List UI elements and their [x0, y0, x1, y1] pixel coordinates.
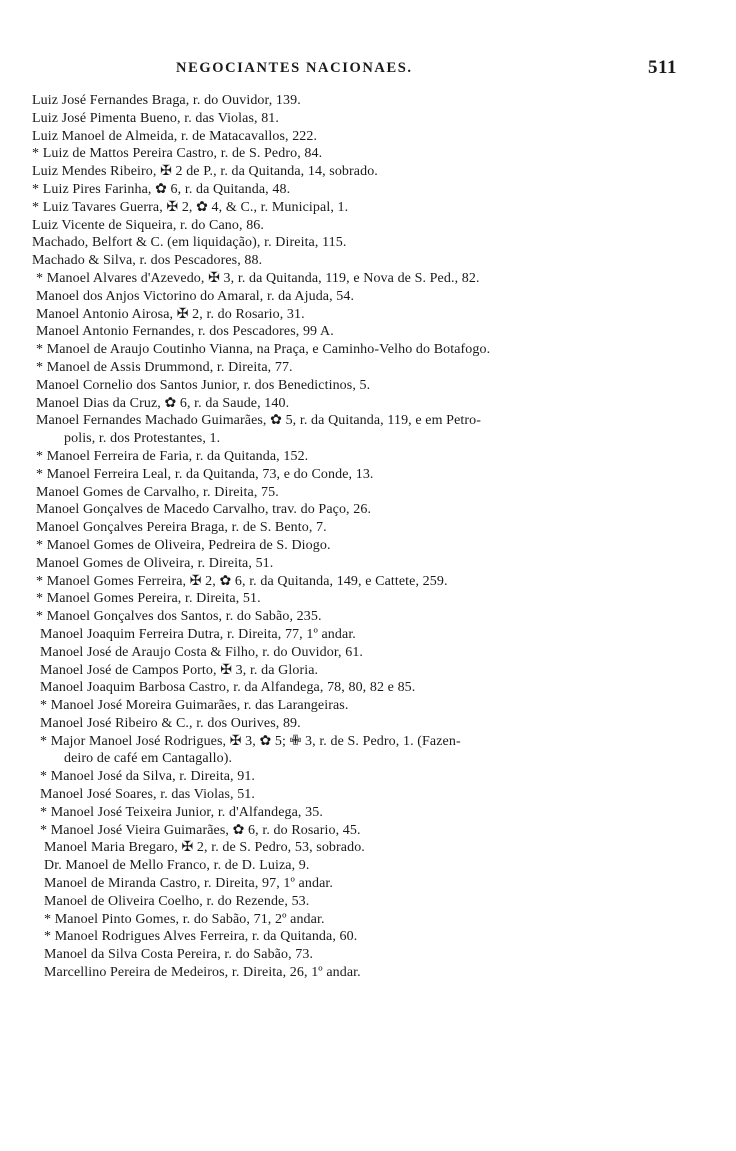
list-item: Manoel José de Campos Porto, ✠ 3, r. da Gloria. [40, 662, 319, 678]
list-item: Luiz Mendes Ribeiro, ✠ 2 de P., r. da Quitanda, 14, sobrado. [32, 164, 378, 180]
list-item: Dr. Manoel de Mello Franco, r. de D. Luiza, 9. [44, 858, 310, 874]
list-item: * Manoel Gomes Ferreira, ✠ 2, ✿ 6, r. da Quitanda, 149, e Cattete, 259. [36, 573, 448, 589]
list-item: Manoel da Silva Costa Pereira, r. do Sabão, 73. [44, 947, 314, 963]
list-item: Manoel de Oliveira Coelho, r. do Rezende, 53. [44, 893, 310, 909]
page-number: 511 [648, 57, 677, 78]
directory-list [32, 92, 692, 982]
list-item: Machado & Silva, r. dos Pescadores, 88. [32, 253, 263, 269]
list-item: Manoel Gonçalves Pereira Braga, r. de S. Bento, 7. [36, 520, 327, 536]
list-item: * Manoel José Vieira Guimarães, ✿ 6, r. do Rosario, 45. [40, 822, 361, 838]
list-item: * Manoel José da Silva, r. Direita, 91. [40, 769, 256, 785]
list-item: Manoel Fernandes Machado Guimarães, ✿ 5, r. da Quitanda, 119, e em Petro- [36, 413, 481, 429]
list-item: * Manoel Gonçalves dos Santos, r. do Sabão, 235. [36, 609, 322, 625]
page-title: NEGOCIANTES NACIONAES. [176, 60, 413, 76]
list-item: * Manoel Rodrigues Alves Ferreira, r. da Quitanda, 60. [44, 929, 358, 945]
list-item: * Luiz de Mattos Pereira Castro, r. de S. Pedro, 84. [32, 146, 323, 162]
list-item: Luiz José Pimenta Bueno, r. das Violas, 81. [32, 110, 280, 126]
list-item: Manoel Antonio Airosa, ✠ 2, r. do Rosario, 31. [36, 306, 305, 322]
list-item: * Manoel Gomes de Oliveira, Pedreira de S. Diogo. [36, 537, 331, 553]
list-item: * Manoel Pinto Gomes, r. do Sabão, 71, 2º andar. [44, 911, 325, 927]
list-item: Manoel José de Araujo Costa & Filho, r. do Ouvidor, 61. [40, 644, 364, 660]
list-item: Luiz Vicente de Siqueira, r. do Cano, 86. [32, 217, 265, 233]
list-item: Manoel Cornelio dos Santos Junior, r. dos Benedictinos, 5. [36, 377, 371, 393]
list-item: * Manoel Gomes Pereira, r. Direita, 51. [36, 591, 261, 607]
list-item-continuation: polis, r. dos Protestantes, 1. [64, 431, 221, 447]
list-item: Manoel Maria Bregaro, ✠ 2, r. de S. Pedro, 53, sobrado. [44, 840, 365, 856]
list-item: * Manoel José Teixeira Junior, r. d'Alfandega, 35. [40, 804, 323, 820]
list-item: Manoel José Ribeiro & C., r. dos Ourives, 89. [40, 715, 301, 731]
list-item: Manoel Gonçalves de Macedo Carvalho, trav. do Paço, 26. [36, 502, 372, 518]
page-header [0, 57, 736, 84]
list-item: * Luiz Tavares Guerra, ✠ 2, ✿ 4, & C., r. Municipal, 1. [32, 199, 349, 215]
list-item: Manoel Joaquim Ferreira Dutra, r. Direita, 77, 1º andar. [40, 626, 356, 642]
list-item: Machado, Belfort & C. (em liquidação), r. Direita, 115. [32, 235, 347, 251]
list-item: Manoel Dias da Cruz, ✿ 6, r. da Saude, 140. [36, 395, 290, 411]
list-item: Manoel Joaquim Barbosa Castro, r. da Alfandega, 78, 80, 82 e 85. [40, 680, 416, 696]
list-item-continuation: deiro de café em Cantagallo). [64, 751, 233, 767]
list-item: Marcellino Pereira de Medeiros, r. Direita, 26, 1º andar. [44, 965, 361, 981]
list-item: Manoel Gomes de Oliveira, r. Direita, 51. [36, 555, 274, 571]
list-item: Luiz Manoel de Almeida, r. de Matacavallos, 222. [32, 128, 318, 144]
list-item: Manoel Gomes de Carvalho, r. Direita, 75. [36, 484, 279, 500]
list-item: * Manoel Alvares d'Azevedo, ✠ 3, r. da Quitanda, 119, e Nova de S. Ped., 82. [36, 270, 480, 286]
list-item: * Manoel Ferreira de Faria, r. da Quitanda, 152. [36, 448, 309, 464]
list-item: Manoel de Miranda Castro, r. Direita, 97, 1º andar. [44, 876, 333, 892]
list-item: * Luiz Pires Farinha, ✿ 6, r. da Quitanda, 48. [32, 181, 291, 197]
list-item: * Manoel José Moreira Guimarães, r. das Larangeiras. [40, 698, 349, 714]
list-item: * Manoel de Assis Drummond, r. Direita, 77. [36, 359, 293, 375]
list-item: Manoel José Soares, r. das Violas, 51. [40, 787, 256, 803]
list-item: Manoel Antonio Fernandes, r. dos Pescadores, 99 A. [36, 324, 334, 340]
list-item: * Manoel Ferreira Leal, r. da Quitanda, 73, e do Conde, 13. [36, 466, 374, 482]
list-item: Luiz José Fernandes Braga, r. do Ouvidor, 139. [32, 93, 301, 108]
list-item: Manoel dos Anjos Victorino do Amaral, r. da Ajuda, 54. [36, 288, 355, 304]
list-item: * Major Manoel José Rodrigues, ✠ 3, ✿ 5; ✙ 3, r. de S. Pedro, 1. (Fazen- [40, 733, 461, 749]
list-item: * Manoel de Araujo Coutinho Vianna, na Praça, e Caminho-Velho do Botafogo. [36, 342, 491, 358]
